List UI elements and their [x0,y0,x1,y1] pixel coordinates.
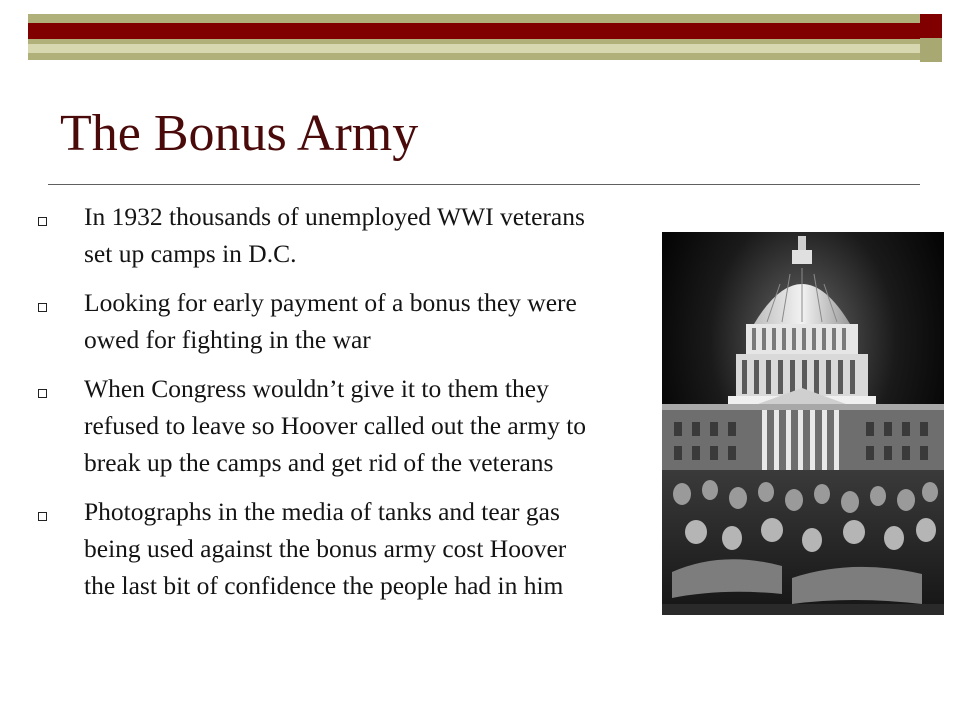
square-bullet-icon [38,303,47,312]
capitol-night-photo [662,232,944,615]
list-item [36,493,596,604]
bullet-list [36,198,596,616]
corner-square-maroon [920,14,942,38]
square-bullet-icon [38,512,47,521]
capitol-illustration [662,232,944,615]
band-maroon [28,23,920,39]
list-item [36,284,596,358]
square-bullet-icon [38,217,47,226]
corner-square-olive [920,38,942,62]
list-item [36,198,596,272]
title-divider [48,184,920,185]
bullet-text: When Congress wouldn’t give it to them they refused to leave so Hoover called out the army to break up the camps and get rid of the veterans [84,374,587,477]
square-bullet-icon [38,389,47,398]
bullet-text: Photographs in the media of tanks and tear gas being used against the bonus army cost Hoover the last bit of confidence the people had in him [84,497,567,600]
band-light-stripe [28,44,920,53]
bullet-text: In 1932 thousands of unemployed WWI veterans set up camps in D.C. [84,202,585,268]
slide-title: The Bonus Army [60,105,419,162]
top-decorative-band [0,0,960,80]
list-item [36,370,596,481]
bullet-text: Looking for early payment of a bonus they were owed for fighting in the war [84,288,577,354]
